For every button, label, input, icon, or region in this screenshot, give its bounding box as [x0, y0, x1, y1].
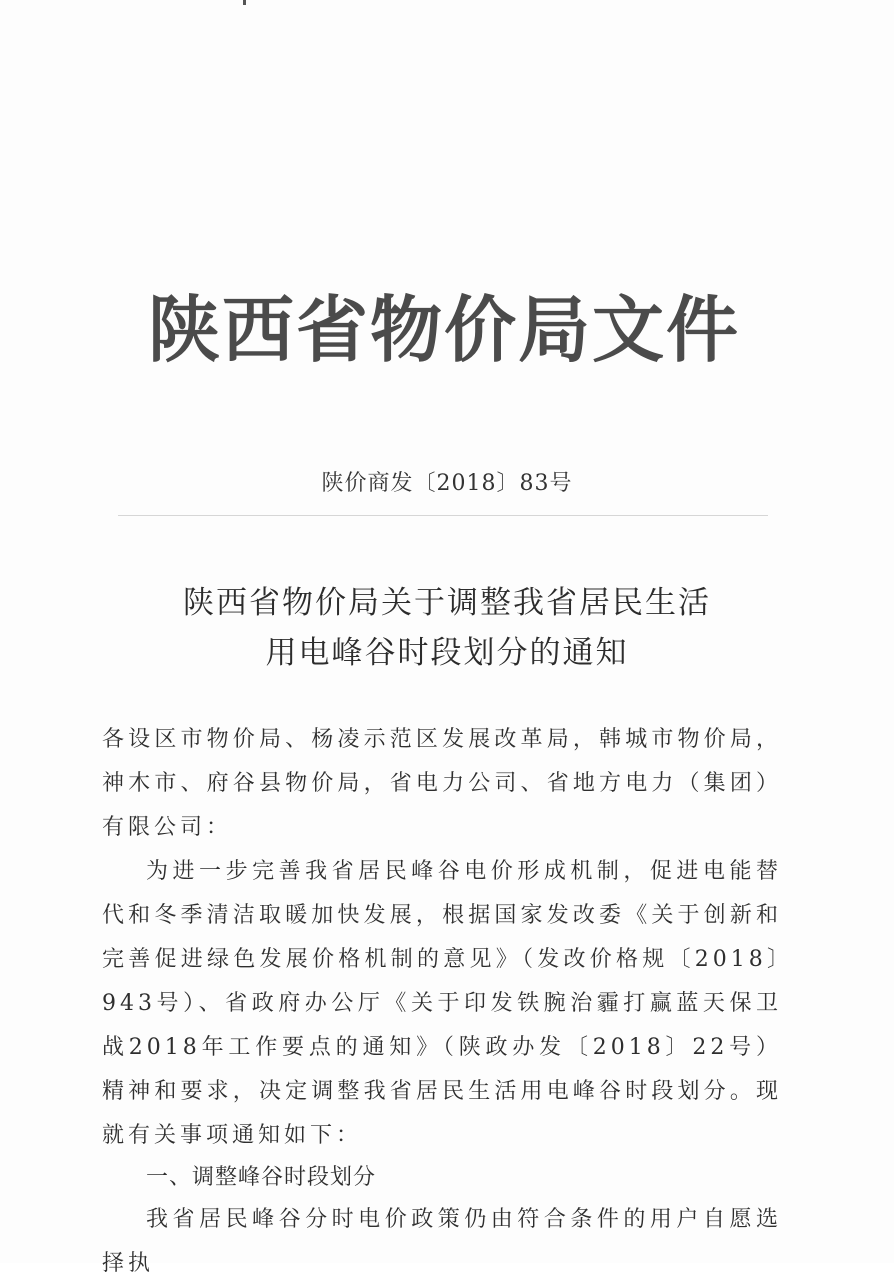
recipients-line: 各设区市物价局、杨凌示范区发展改革局，韩城市物价局，神木市、府谷县物价局，省电力公司、省地方电力（集团）有限公司： — [102, 727, 782, 840]
header-divider — [118, 515, 768, 516]
document-body — [102, 718, 782, 1286]
document-number: 陕价商发〔2018〕83号 — [321, 471, 573, 496]
subject-line-1: 陕西省物价局关于调整我省居民生活 — [183, 585, 711, 621]
document-subject — [0, 578, 894, 678]
section-heading-1: 一、调整峰谷时段划分 — [146, 1165, 377, 1190]
document-header-title: 陕西省物价局文件 — [148, 287, 741, 372]
body-paragraph-2: 我省居民峰谷分时电价政策仍由符合条件的用户自愿选择执 — [102, 1207, 782, 1276]
subject-line-2: 用电峰谷时段划分的通知 — [265, 635, 629, 671]
scan-artifact-mark — [243, 0, 246, 5]
body-paragraph-1: 为进一步完善我省居民峰谷电价形成机制，促进电能替代和冬季清洁取暖加快发展，根据国家发改委《关于创新和完善促进绿色发展价格机制的意见》（发改价格规〔2018〕943号）、省政府办公厅《关于印发铁腕治霾打赢蓝天保卫战2018年工作要点的通知》（陕政办发〔2018〕22号）精神和要求，决定调整我省居民生活用电峰谷时段划分。现就有关事项通知如下： — [102, 859, 782, 1148]
